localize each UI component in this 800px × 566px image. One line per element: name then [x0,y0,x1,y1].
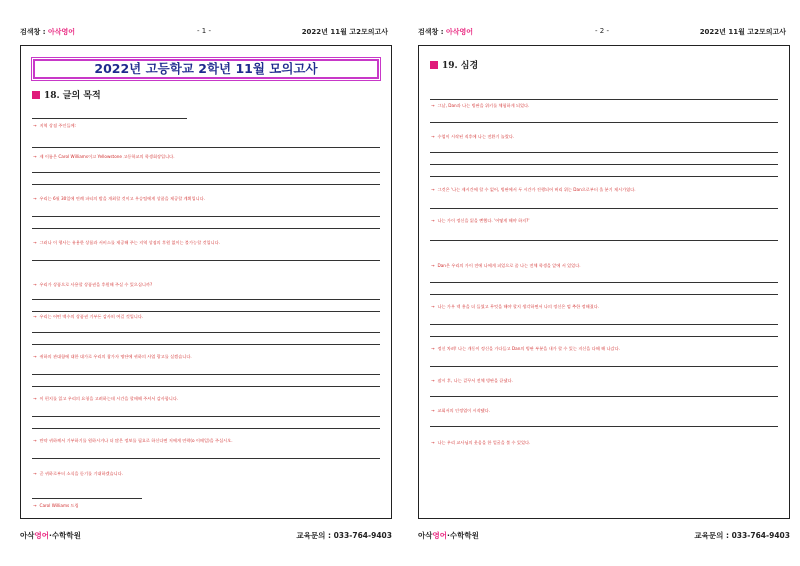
list-item: → 귀하의 관대함에 대한 대가로 우리의 참가자 명단에 귀하의 사업 광고를 실겠습니다. [33,354,192,359]
academy-name: 아삭영어·수학학원 [418,531,479,540]
divider [430,240,778,241]
list-item: → 우리가 상품으로 사용할 상품권을 후원해 주실 수 있으십니까? [33,282,153,287]
divider [430,294,778,295]
list-item: → 나는 우리 교사님의 웃음을 한 얼굴을 볼 수 있었다. [431,440,531,445]
divider [32,498,142,499]
list-item: → 수업이 시작된 직후에 나는 전환기 놀랐다. [431,134,515,139]
divider [32,216,380,217]
divider [430,324,778,325]
divider [430,282,778,283]
list-item: → 제 이름은 Carol Williams이고 Yellowstone 고등학교의 학생회장입니다. [33,154,175,159]
divider [430,366,778,367]
list-item: → 우리는 6월 30일에 연례 파티의 밤을 개최할 것이고 우승팀에게 상품을 제공할 계획입니다. [33,196,206,201]
divider [32,458,380,459]
checker-name: 아삭영어 [445,28,474,36]
list-item: → 만약 귀하께서 기부하기를 원하시거나 더 많은 정보를 필요로 하신다면 저에게 연락(o 이메일)을 주십시오. [33,438,233,443]
list-item: → 그것은 '나는 제시간에 할 수 없어, 빙판에서 두 시간가 진행되어 버리 위는 Dan으로부터 올 분기 제시가였다. [431,187,636,192]
divider [430,164,778,165]
divider [32,118,187,119]
divider [430,152,778,153]
page-number: - 2 - [595,27,609,35]
checker-label: 검색창 : 아삭영어 [20,28,76,36]
academy-name: 아삭영어·수학학원 [20,531,81,540]
divider [32,332,380,333]
page-header [418,27,786,39]
divider [32,172,380,173]
section-heading-18: 18. 글의 목적 [32,88,101,101]
exam-label: 2022년 11월 고2모의고사 [699,28,786,36]
divider [430,396,778,397]
divider [32,344,380,345]
content-box [418,45,790,519]
page-1 [14,0,400,566]
page-2 [412,0,798,566]
list-item: → 나는 가우 넥 흥을 더 들였고 무엇을 해야 할지 생각하면서 나의 정신은 멈 추한 정해졌다. [431,304,600,309]
list-item: → 지역 상점 주인들께: [33,123,76,128]
list-item: → 나는 가이 정신을 잃을 뻔했다. '어떻게 해야 하지?' [431,218,530,223]
square-bullet-icon [32,91,40,99]
divider [32,147,380,148]
divider [32,386,380,387]
page-footer [418,530,790,541]
content-box [20,45,392,519]
list-item: → Dan은 우리의 가이 전에 나에게 피었으로 좀 나는 전체 학생을 앞에 서 있었다. [431,263,581,268]
page-footer [20,530,392,541]
list-item: → 잠시 후, 나는 겉꾸서 전체 빙판을 끝냈다. [431,378,513,383]
list-item: → 우리는 어떤 액수의 상품권 기부든 감사히 여길 것입니다. [33,314,144,319]
list-item: → Carol Williams 드림 [33,503,79,508]
divider [430,426,778,427]
list-item: → 곧 귀하로부터 소식을 듣기를 기대하겠습니다. [33,471,124,476]
divider [32,311,380,312]
divider [32,416,380,417]
divider [32,260,380,261]
page-title: 2022년 고등학교 2학년 11월 모의고사 [33,59,379,79]
divider [32,184,380,185]
divider [430,99,778,100]
divider [430,208,778,209]
list-item: → 그러나 이 행사는 유용한 상품과 서비스를 제공해 주는 지역 상점의 후원 없이는 불가능할 것입니다. [33,240,220,245]
page-number: - 1 - [197,27,211,35]
contact-info: 교육문의 : 033-764-9403 [296,531,392,540]
section-heading-19: 19. 심경 [430,58,478,71]
divider [32,228,380,229]
list-item: → 정신 차려! 나는 개동이 정신을 가다듬고 Dan의 빙판 부분을 내가 할 수 있는 지신을 다해 해 나갔다. [431,346,620,351]
page-header [20,27,388,39]
checker-name: 아삭영어 [47,28,76,36]
list-item: → 교회서의 인정업이 시작됐다. [431,408,491,413]
contact-info: 교육문의 : 033-764-9403 [694,531,790,540]
divider [32,374,380,375]
divider [32,428,380,429]
divider [32,299,380,300]
list-item: → 그날, Dan과 나는 빙판을 위키를 체험하게 되었다. [431,103,530,108]
exam-label: 2022년 11월 고2모의고사 [301,28,388,36]
divider [430,336,778,337]
divider [430,176,778,177]
list-item: → 이 편지를 읽고 우리의 요청을 고려하는데 시간을 할애해 주셔서 감사합니다. [33,396,179,401]
checker-label: 검색창 : 아삭영어 [418,28,474,36]
divider [430,122,778,123]
square-bullet-icon [430,61,438,69]
